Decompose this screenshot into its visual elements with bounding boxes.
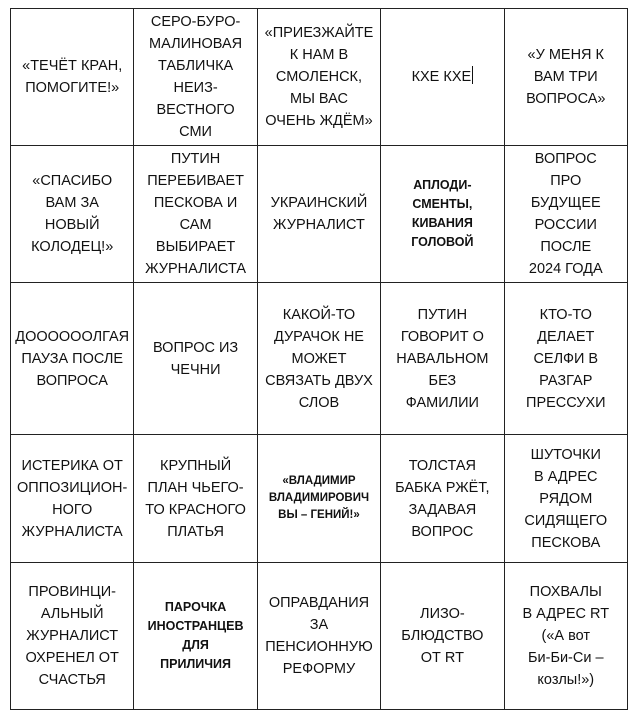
cell-text: КТО-ТО ДЕЛАЕТ СЕЛФИ В РАЗГАР ПРЕССУХИ	[526, 306, 606, 411]
bingo-cell	[504, 563, 627, 710]
cell-text: ИСТЕРИКА ОТ ОППОЗИЦИОН- НОГО ЖУРНАЛИСТА	[17, 457, 128, 540]
cell-text: «ТЕЧЁТ КРАН, ПОМОГИТЕ!»	[22, 58, 123, 96]
bingo-cell	[11, 146, 134, 283]
cell-text: ПАРОЧКА ИНОСТРАНЦЕВ ДЛЯ ПРИЛИЧИЯ	[147, 600, 244, 671]
grid-row-5	[11, 563, 628, 710]
cell-text: СЕРО-БУРО- МАЛИНОВАЯ ТАБЛИЧКА НЕИЗ- ВЕСТНОГО СМИ	[149, 14, 243, 140]
cell-text: ПУТИН ПЕРЕБИВАЕТ ПЕСКОВА И САМ ВЫБИРАЕТ ЖУРНАЛИСТА	[145, 151, 247, 277]
bingo-cell	[134, 9, 257, 146]
cell-text: ПУТИН ГОВОРИТ О НАВАЛЬНОМ БЕЗ ФАМИЛИИ	[396, 306, 489, 411]
bingo-cell	[504, 146, 627, 283]
cell-text: «СПАСИБО ВАМ ЗА НОВЫЙ КОЛОДЕЦ!»	[31, 173, 114, 255]
bingo-cell	[257, 435, 380, 563]
grid-row-3	[11, 283, 628, 435]
bingo-cell	[257, 146, 380, 283]
bingo-cell	[381, 146, 504, 283]
cell-text: «ВЛАДИМИР ВЛАДИМИРОВИЧ ВЫ – ГЕНИЙ!»	[268, 475, 370, 521]
bingo-cell	[504, 9, 627, 146]
bingo-cell	[381, 283, 504, 435]
bingo-cell	[257, 283, 380, 435]
cell-text: ДООООООЛГАЯ ПАУЗА ПОСЛЕ ВОПРОСА	[15, 328, 130, 389]
cell-text: ЛИЗО- БЛЮДСТВО ОТ RT	[401, 606, 484, 666]
bingo-cell	[11, 563, 134, 710]
cell-text: ОПРАВДАНИЯ ЗА ПЕНСИОННУЮ РЕФОРМУ	[265, 595, 373, 677]
bingo-cell	[11, 283, 134, 435]
bingo-cell	[134, 283, 257, 435]
cell-text: КАКОЙ-ТО ДУРАЧОК НЕ МОЖЕТ СВЯЗАТЬ ДВУХ СЛОВ	[265, 306, 373, 411]
cell-text: «ПРИЕЗЖАЙТЕ К НАМ В СМОЛЕНСК, МЫ ВАС ОЧЕНЬ ЖДЁМ»	[264, 25, 374, 129]
bingo-cell	[134, 435, 257, 563]
grid-row-4	[11, 435, 628, 563]
cell-text: ПОХВАЛЫ В АДРЕС RT («А вот Би-Би-Си – козлы!»)	[522, 584, 610, 688]
text-cursor	[472, 66, 473, 84]
bingo-cell	[381, 435, 504, 563]
bingo-cell	[257, 9, 380, 146]
bingo-cell	[504, 283, 627, 435]
bingo-cell	[11, 435, 134, 563]
cell-text: «У МЕНЯ К ВАМ ТРИ ВОПРОСА»	[526, 47, 606, 107]
cell-text: КРУПНЫЙ ПЛАН ЧЬЕГО- ТО КРАСНОГО ПЛАТЬЯ	[145, 457, 246, 540]
bingo-cell	[381, 9, 504, 146]
bingo-cell	[504, 435, 627, 563]
cell-text: АПЛОДИ- СМЕНТЫ, КИВАНИЯ ГОЛОВОЙ	[411, 178, 474, 249]
cell-text: КХЕ КХЕ	[411, 69, 472, 85]
bingo-cell	[134, 563, 257, 710]
grid-row-1	[11, 9, 628, 146]
cell-text: ТОЛСТАЯ БАБКА РЖЁТ, ЗАДАВАЯ ВОПРОС	[395, 457, 490, 540]
cell-text: ВОПРОС ИЗ ЧЕЧНИ	[152, 339, 239, 378]
bingo-grid	[10, 8, 628, 710]
bingo-cell	[11, 9, 134, 146]
cell-text: ШУТОЧКИ В АДРЕС РЯДОМ СИДЯЩЕГО ПЕСКОВА	[524, 446, 608, 551]
bingo-cell	[134, 146, 257, 283]
cell-text: ПРОВИНЦИ- АЛЬНЫЙ ЖУРНАЛИСТ ОХРЕНЕЛ ОТ СЧАСТЬЯ	[25, 584, 119, 688]
cell-text: УКРАИНСКИЙ ЖУРНАЛИСТ	[270, 195, 368, 233]
cell-text: ВОПРОС ПРО БУДУЩЕЕ РОССИИ ПОСЛЕ 2024 ГОДА	[528, 151, 603, 277]
grid-row-2	[11, 146, 628, 283]
bingo-cell	[257, 563, 380, 710]
bingo-cell	[381, 563, 504, 710]
